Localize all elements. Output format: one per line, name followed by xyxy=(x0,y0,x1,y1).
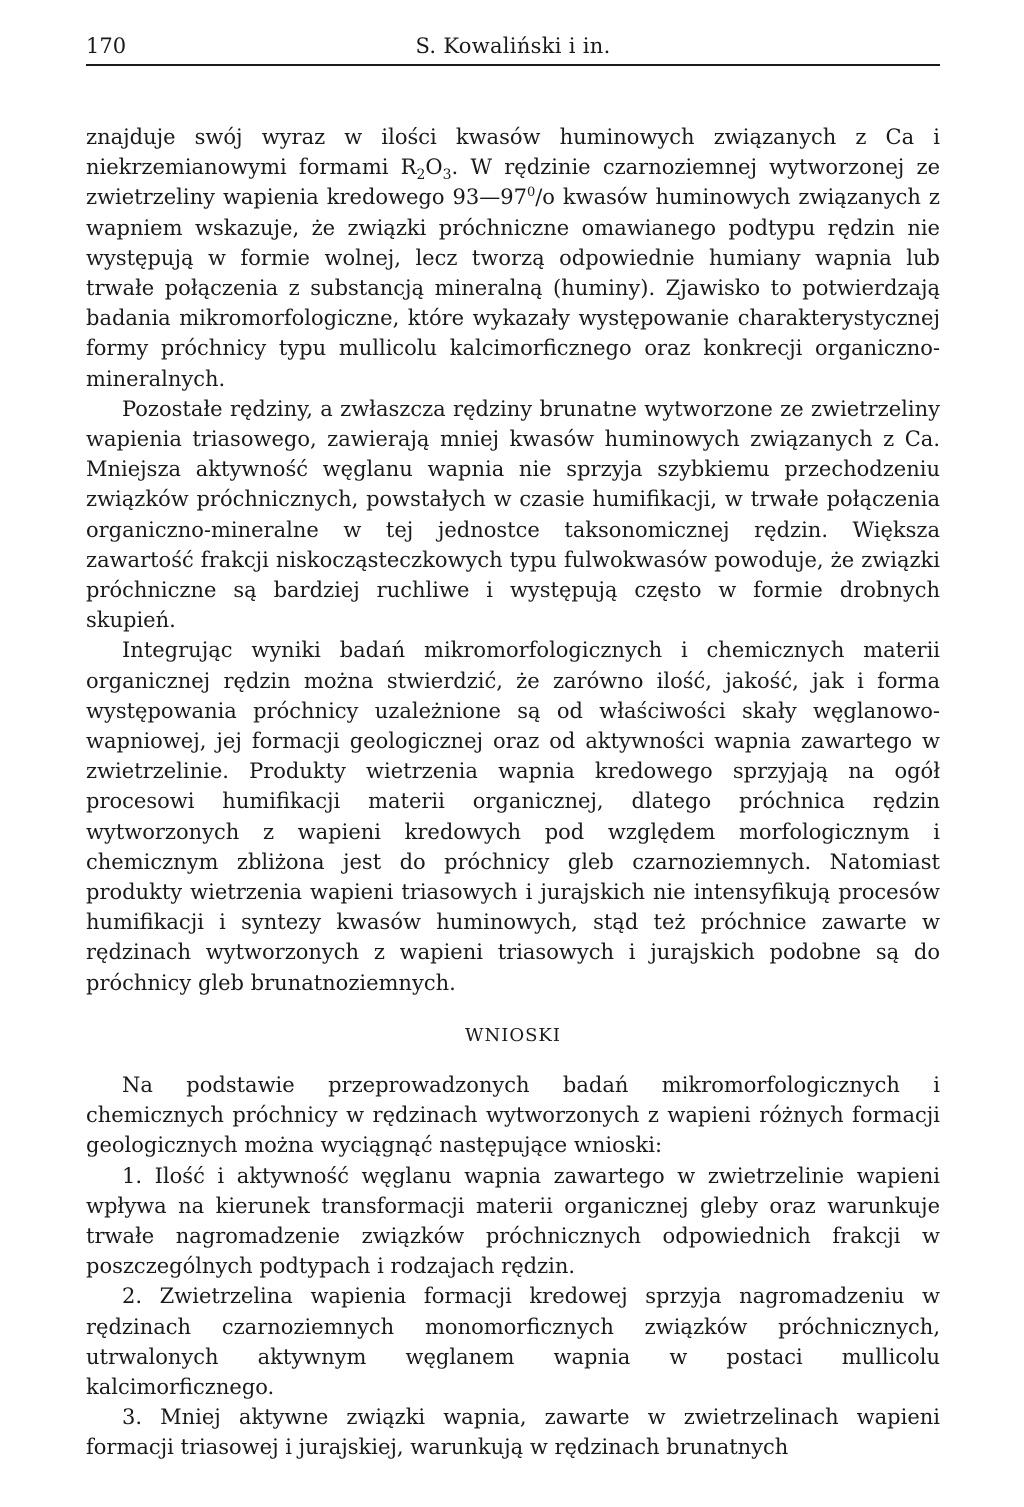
paragraph-continuation xyxy=(86,122,940,394)
paragraph-1-part-d: /o kwasów huminowych związanych z wapniem wskazuje, że związki próchniczne omawianego podtypu rędzin nie występują w formie wolnej, lecz tworzą odpowiednie humiany wapnia lub trwałe połączenia z substancją mineralną (huminy). Zjawisko to potwierdzają badania mikromorfologiczne, które wykazały występowanie charakterystycznej formy próchnicy typu mullicolu kalcimorficznego oraz konkrecji organiczno-mineralnych. xyxy=(86,185,940,391)
subscript-3: 3 xyxy=(442,167,452,184)
subscript-2: 2 xyxy=(416,167,426,184)
page-number: 170 xyxy=(86,34,127,58)
superscript-0: 0 xyxy=(526,185,536,201)
paragraph-2: Pozostałe rędziny, a zwłaszcza rędziny brunatne wytworzone ze zwietrzeliny wapienia triasowego, zawierają mniej kwasów huminowych związanych z Ca. Mniejsza aktywność węglanu wapnia nie sprzyja szybkiemu przechodzeniu związków próchnicznych, powstałych w czasie humifikacji, w trwałe połączenia organiczno-mineralne w tej jednostce taksonomicznej rędzin. Większa zawartość frakcji niskocząsteczkowych typu fulwokwasów powoduje, że związki próchniczne są bardziej ruchliwe i występują często w formie drobnych skupień. xyxy=(86,396,940,633)
section-heading-wnioski: WNIOSKI xyxy=(464,1024,561,1046)
conclusion-item-2: 2. Zwietrzelina wapienia formacji kredowej sprzyja nagromadzeniu w rędzinach czarnoziemnych monomorficznych związków próchnicznych, utrwalonych aktywnym węglanem wapnia w postaci mullicolu kalcimorficznego. xyxy=(86,1284,940,1399)
paragraph-1-part-c: . W rędzinie czarnoziemnej wytworzonej ze zwietrzeliny wapienia kredowego 93—97 xyxy=(86,155,940,210)
page xyxy=(86,28,940,1463)
conclusions-section xyxy=(86,1070,940,1463)
running-head: S. Kowaliński i in. xyxy=(415,34,611,58)
conclusion-item-3: 3. Mniej aktywne związki wapnia, zawarte w zwietrzelinach wapieni formacji triasowej i jurajskiej, warunkują w rędzinach brunatnych xyxy=(86,1405,940,1460)
page-header xyxy=(86,28,940,66)
conclusions-intro: Na podstawie przeprowadzonych badań mikromorfologicznych i chemicznych próchnicy w rędzinach wytworzonych z wapieni różnych formacji geologicznych można wyciągnąć następujące wnioski: xyxy=(86,1072,940,1158)
paragraph-3: Integrując wyniki badań mikromorfologicznych i chemicznych materii organicznej rędzin można stwierdzić, że zarówno ilość, jakość, jak i forma występowania próchnicy uzależnione są od właściwości skały węglanowo-wapniowej, jej formacji geologicznej oraz od aktywności wapnia zawartego w zwietrzelinie. Produkty wietrzenia wapnia kredowego sprzyjają na ogół procesowi humifikacji materii organicznej, dlatego próchnica rędzin wytworzonych z wapieni kredowych pod względem morfologicznym i chemicznym zbliżona jest do próchnicy gleb czarnoziemnych. Natomiast produkty wietrzenia wapieni triasowych i jurajskich nie intensyfikują procesów humifikacji i syntezy kwasów huminowych, stąd też próchnice zawarte w rędzinach wytworzonych z wapieni triasowych i jurajskich podobne są do próchnicy gleb brunatnoziemnych. xyxy=(86,638,940,995)
conclusion-item-1: 1. Ilość i aktywność węglanu wapnia zawartego w zwietrzelinie wapieni wpływa na kierunek transformacji materii organicznej gleby oraz warunkuje trwałe nagromadzenie związków próchnicznych odpowiednich frakcji w poszczególnych podtypach i rodzajach rędzin. xyxy=(86,1163,940,1279)
body-text xyxy=(86,122,940,998)
paragraph-1-part-b: O xyxy=(425,155,443,180)
paragraph-1-part-a: znajduje swój wyraz w ilości kwasów huminowych związanych z Ca i niekrzemianowymi formami R xyxy=(86,125,940,180)
